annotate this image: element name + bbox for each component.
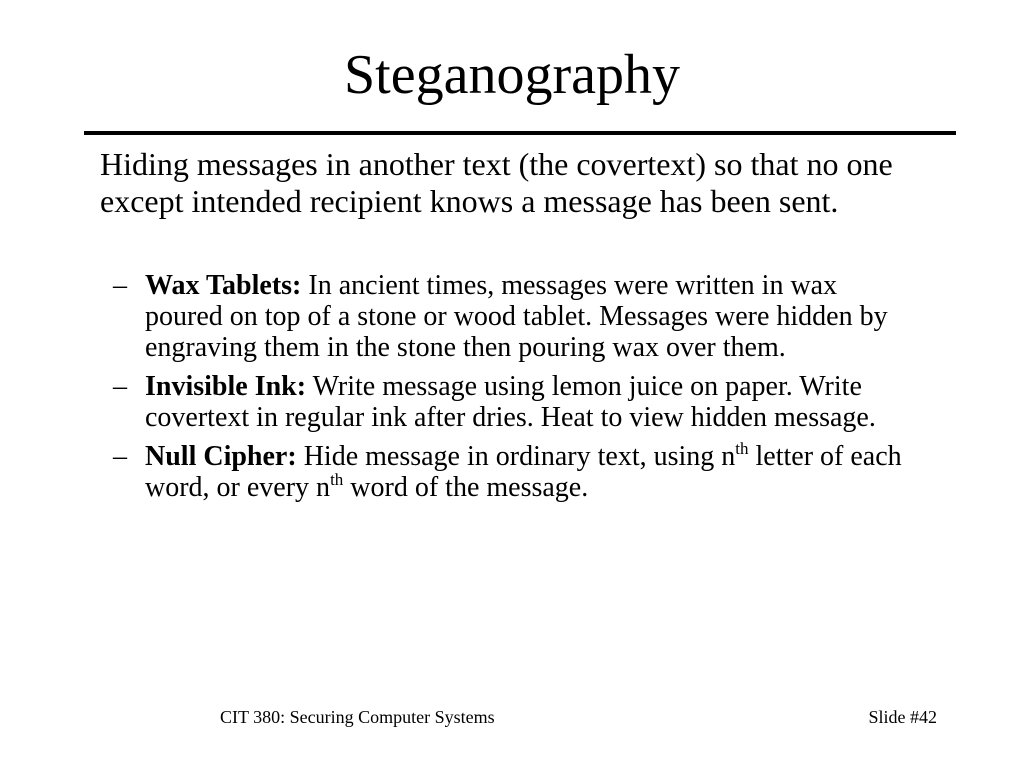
footer-slide-number: Slide #42	[868, 707, 937, 727]
sub-point-text: In ancient times, messages were written in wax poured on top of a stone or wood tablet. Messages were hidden by engraving them in the stone then pouring wax over them.	[145, 270, 888, 363]
sub-point-wax-tablets	[105, 270, 915, 363]
dash-bullet: –	[113, 371, 127, 402]
superscript-th: th	[735, 439, 749, 458]
dash-bullet: –	[113, 270, 127, 301]
slide-title: Steganography	[344, 44, 680, 106]
sub-point-text: Write message using lemon juice on paper. Write covertext in regular ink after dries. Heat to view hidden message.	[145, 371, 876, 433]
sub-point-null-cipher	[105, 441, 915, 503]
footer-course-title: CIT 380: Securing Computer Systems	[220, 707, 495, 727]
main-point-text: Hiding messages in another text (the covertext) so that no one except intended recipient knows a message has been sent.	[100, 146, 893, 219]
dash-bullet: –	[113, 441, 127, 472]
sub-point-text: word of the message.	[343, 472, 589, 503]
superscript-th: th	[330, 470, 344, 489]
title-divider	[84, 131, 956, 135]
sub-point-text: letter of each word, or every n	[145, 441, 902, 503]
sub-point-list	[105, 270, 915, 511]
sub-point-term: Wax Tablets:	[145, 270, 302, 301]
sub-point-invisible-ink	[105, 371, 915, 433]
sub-point-text: Hide message in ordinary text, using n	[296, 441, 736, 472]
sub-point-term: Null Cipher:	[145, 441, 297, 472]
sub-point-term: Invisible Ink:	[145, 371, 307, 402]
